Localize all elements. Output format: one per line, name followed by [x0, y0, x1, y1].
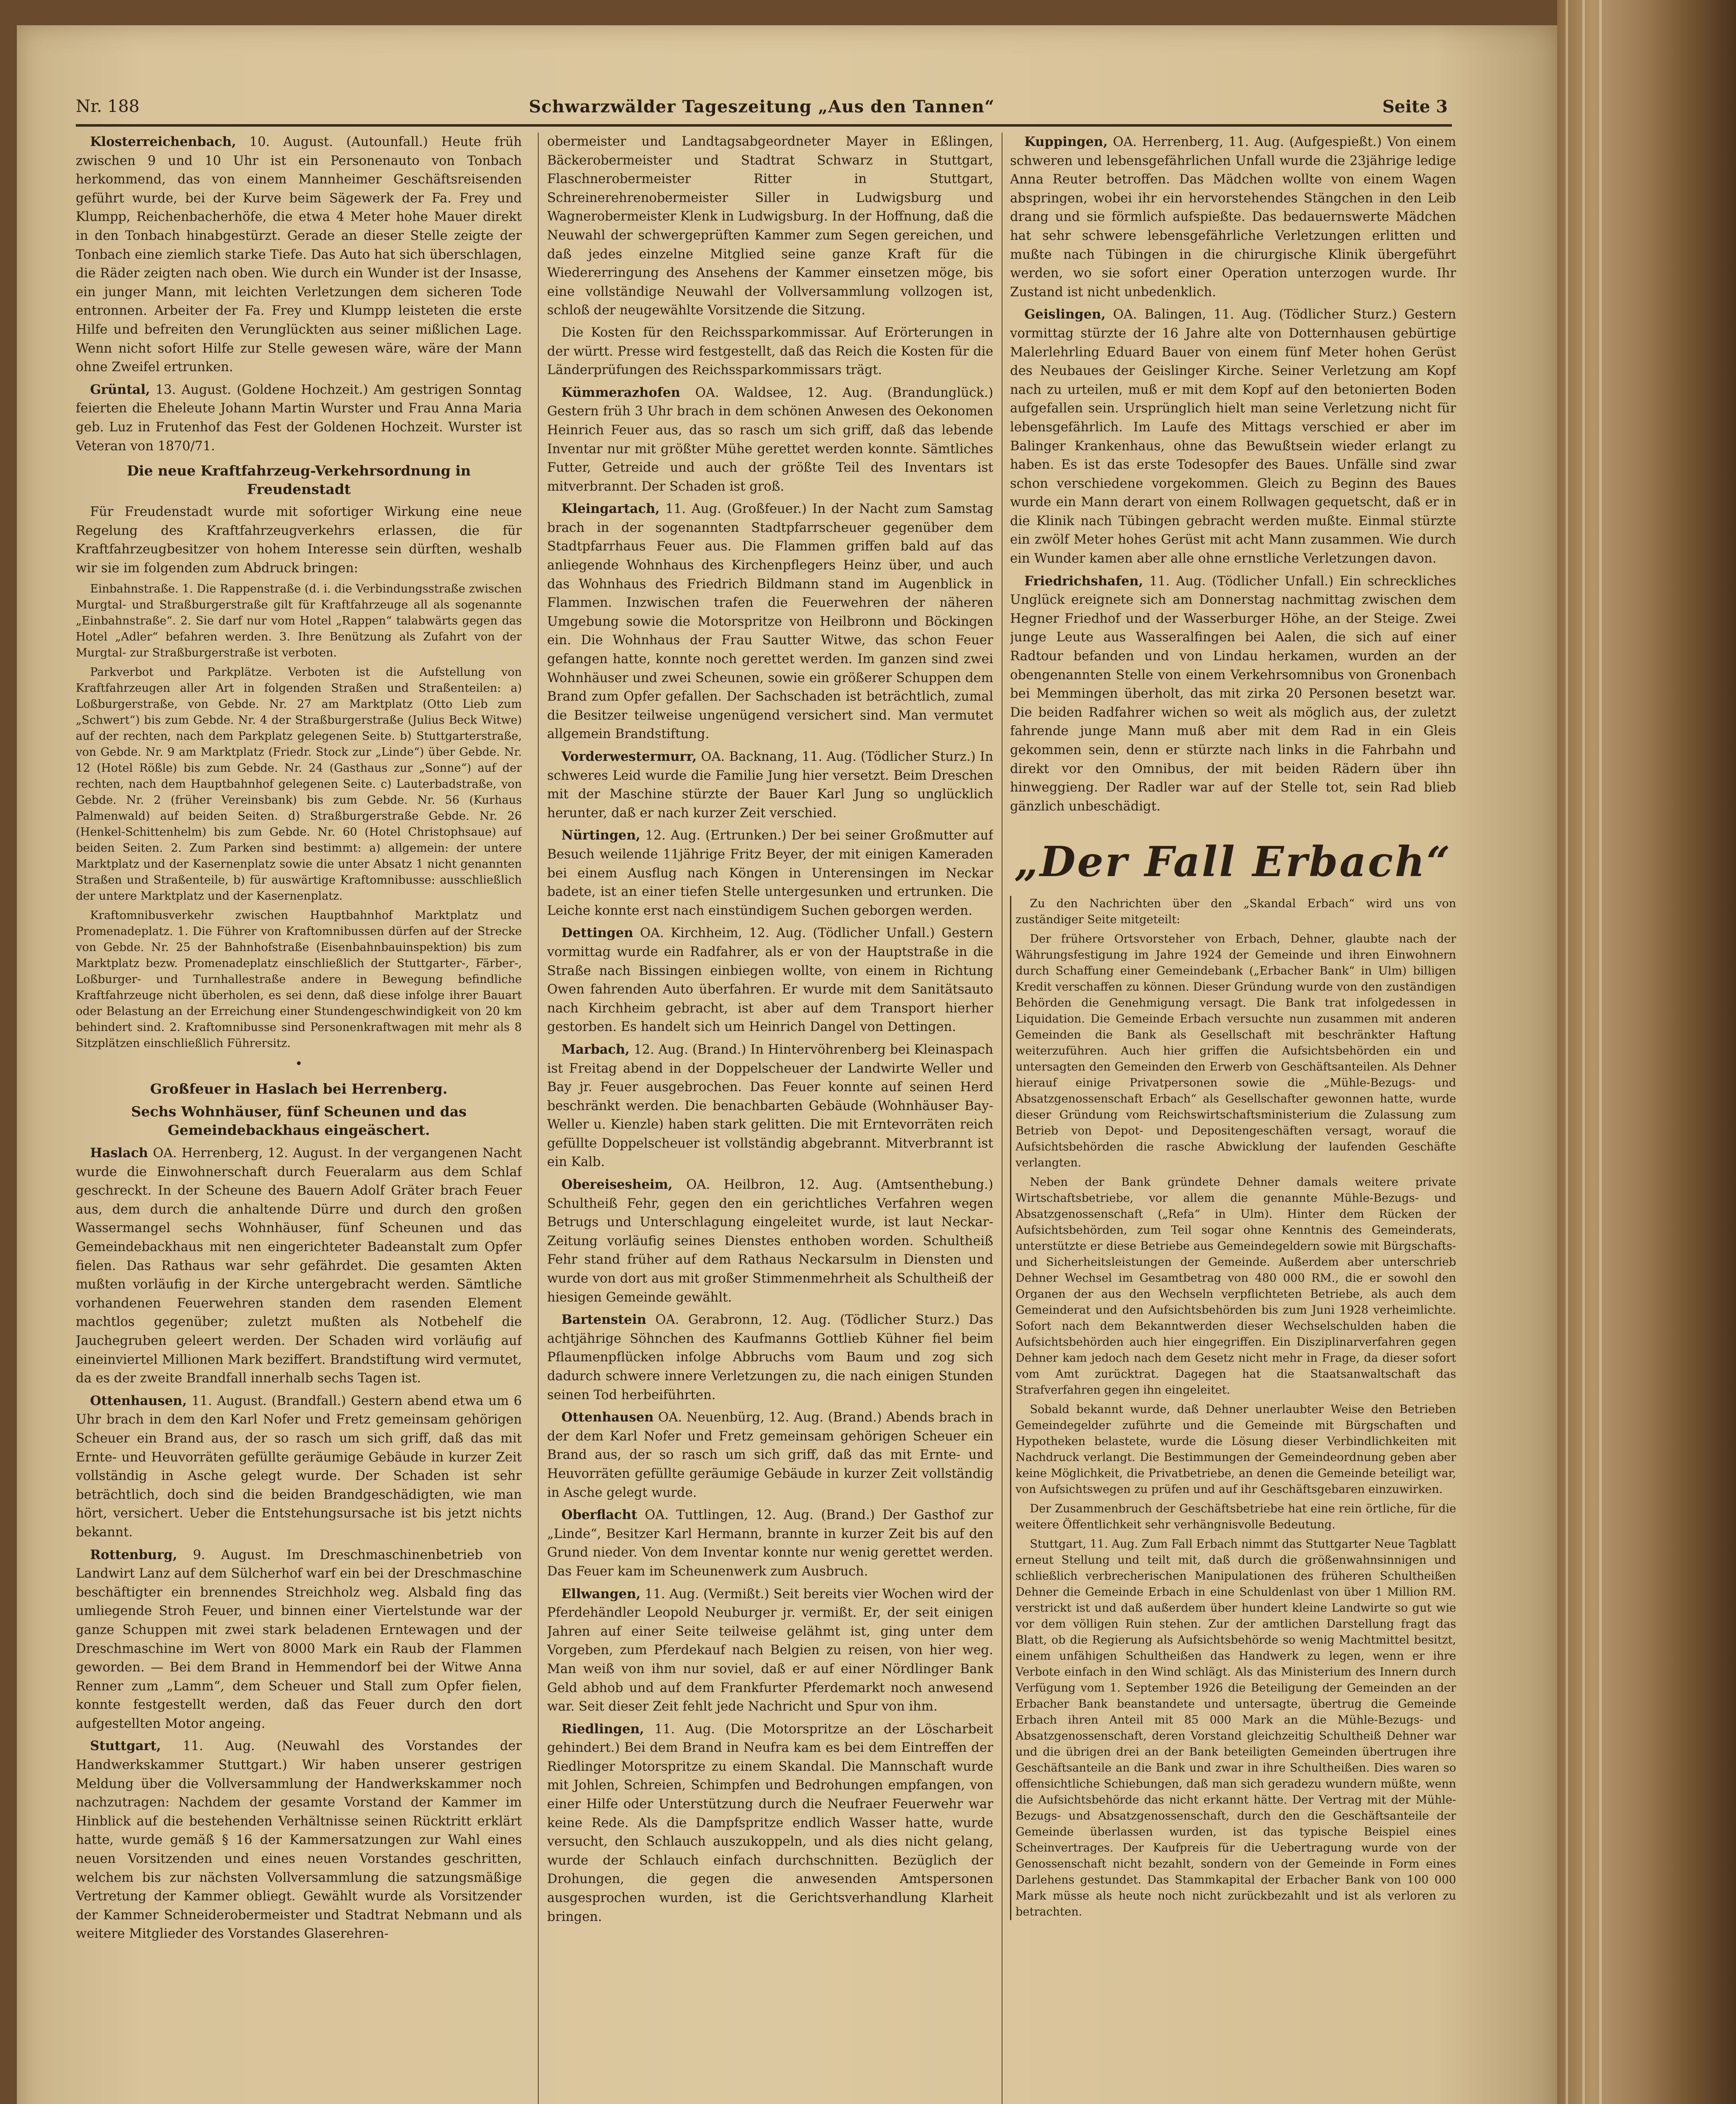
article-text: Neben der Bank gründete Dehner damals weitere private Wirtschaftsbetriebe, vor allem die genannte Mühle-Bezugs- und Absatzgenossenschaft („Refa“ in Ulm). Hinter dem Rücken der Aufsichtsbehörden, zum Teil sogar ohne Kenntnis des Gemeinderats, unterstützte er diese Betriebe aus Gemeindegeldern sowie mit Bürgschafts- und Sicherheitsleistungen der Gemeinde. Außerdem aber unterschrieb Dehner Wechsel im Gesamtbetrag von 480 000 RM., die er sowohl den Organen der aus den Wechseln verpflichteten Betriebe, als auch dem Gemeinderat und den Aufsichtsbehörden bis zum Juni 1928 verheimlichte. Sofort nach dem Bekanntwerden dieser Wechselschulden haben die Aufsichtsbehörden auch hier eingegriffen. Ein Disziplinarverfahren gegen Dehner kam jedoch nach dem Gesetz nicht mehr in Frage, da dieser sofort vom Amt zurücktrat. Dagegen hat die Staatsanwaltschaft das Strafverfahren gegen ihn eingeleitet. [1016, 1176, 1456, 1397]
article-place: Vorderwestermurr, [561, 749, 697, 764]
article [1010, 572, 1456, 816]
article-text: Der frühere Ortsvorsteher von Erbach, Dehner, glaubte nach der Währungsfestigung im Jahre 1924 der Gemeinde und ihren Einwohnern durch Schaffung einer Gemeindebank („Erbacher Bank“ in Ulm) billigen Kredit verschaffen zu können. Dieser Gründung wurde von den zuständigen Behörden die Genehmigung versagt. Die Bank trat infolgedessen in Liquidation. Die Gemeinde Erbach versuchte nun zusammen mit anderen Gemeinden die Bank als Gesellschaft mit beschränkter Haftung weiterzuführen. Auch hier griffen die Aufsichtsbehörden ein und untersagten den Gemeinden den Erwerb von Geschäftsanteilen. Als Dehner hierauf einige Privatpersonen sowie die „Mühle-Bezugs- und Absatzgenossenschaft Erbach“ als Gesellschafter gewonnen hatte, wurde dieser Gründung vom Reichswirtschaftsministerium die Zulassung zum Betrieb von Depot- und Depositengeschäften versagt, worauf die Aufsichtsbehörden die rasche Abwicklung der laufenden Geschäfte verlangten. [1016, 932, 1456, 1170]
article-place: Dettingen [561, 925, 633, 941]
article-place: Stuttgart, [90, 1738, 161, 1754]
article-text: 13. August. (Goldene Hochzeit.) Am gestrigen Sonntag feierten die Eheleute Johann Martin Wurster und Frau Anna Maria geb. Luz in Frutenhof das Fest der Goldenen Hochzeit. Wurster ist Veteran von 1870/71. [76, 382, 522, 454]
article [1010, 305, 1456, 568]
article-place: Kümmerazhofen [561, 385, 681, 400]
article-place: Ellwangen, [561, 1586, 641, 1602]
article [76, 133, 522, 377]
section-heading: Die neue Kraftfahrzeug-Verkehrsordnung in Freudenstadt [127, 462, 471, 498]
article-place: Kuppingen, [1024, 134, 1108, 149]
article-text: 11. Aug. (Die Motorspritze an der Löscharbeit gehindert.) Bei dem Brand in Neufra kam es bei dem Eintreffen der Riedlinger Motorspritze zu einem Skandal. Die Mannschaft wurde mit Johlen, Schreien, Schimpfen und Bedrohungen empfangen, von einer Hilfe oder Unterstützung durch die Neufraer Feuerwehr war keine Rede. Als die Dampfspritze endlich Wasser hatte, wurde versucht, den Schlauch auszukoppeln, und als dies nicht gelang, wurde der Schlauch einfach durchschnitten. Bezüglich der Drohungen, die gegen die anwesenden Amtspersonen ausgesprochen wurden, ist die Gerichtsverhandlung Klarheit bringen. [547, 1721, 993, 1924]
article [76, 1144, 522, 1388]
article [547, 383, 993, 497]
article [1010, 133, 1456, 302]
article [547, 1310, 993, 1405]
article [547, 1720, 993, 1927]
column-divider [538, 133, 539, 2104]
article [547, 1408, 993, 1502]
article [547, 1175, 993, 1307]
article-place: Friedrichshafen, [1024, 573, 1143, 589]
article-text: OA. Herrenberg, 12. August. In der vergangenen Nacht wurde die Einwohnerschaft durch Feueralarm aus dem Schlaf geschreckt. In der Scheune des Bauern Adolf Gräter brach Feuer aus, dem durch die anhaltende Dürre und durch den großen Wassermangel sechs Wohnhäuser, fünf Scheunen und das Gemeindebackhaus mit nen eingerichteter Badeanstalt zum Opfer fielen. Das Rathaus war sehr gefährdet. Die gesamten Akten mußten vorläufig in der Kirche untergebracht werden. Sämtliche vorhandenen Feuerwehren standen dem rasenden Element machtlos gegenüber; zuletzt mußten als Notbehelf die Jauchegruben geleert werden. Der Schaden wird vorläufig auf eineinviertel Millionen Mark beziffert. Brandstiftung wird vermutet, da es der zweite Brandfall innerhalb sechs Tagen ist. [76, 1146, 522, 1386]
article-text: 11. August. (Brandfall.) Gestern abend etwa um 6 Uhr brach in dem den Karl Nofer und Fretz gemeinsam gehörigen Scheuer ein Brand aus, der so rasch um sich griff, daß das mit Ernte- und Heuvorräten gefüllte geräumige Gebäude in kurzer Zeit vollständig in Asche gelegt wurde. Der Schaden ist sehr beträchtlich, doch sind die beiden Brandgeschädigten, wie man hört, versichert. Ueber die Entstehungsursache ist bis jetzt nichts bekannt. [76, 1393, 522, 1540]
article-text: 11. Aug. (Großfeuer.) In der Nacht zum Samstag brach in der sogenannten Stadtpfarrscheuer gegenüber dem Stadtpfarrhaus Feuer aus. Die Flammen griffen bald auf das anliegende Wohnhaus des Kirchenpflegers Heinz über, und auch das Wohnhaus des Friedrich Bildmann stand im Augenblick in Flammen. Inzwischen trafen die Feuerwehren der näheren Umgebung sowie die Motorspritze von Heilbronn und Böckingen ein. Die Wohnhaus der Frau Sautter Witwe, das schon Feuer gefangen hatte, konnte noch gerettet werden. Im ganzen sind zwei Wohnhäuser und zwei Scheunen, sowie ein größerer Schuppen dem Brand zum Opfer gefallen. Der Sachschaden ist beträchtlich, zumal die Besitzer teilweise ungenügend versichert sind. Man vermutet allgemein Brandstiftung. [547, 502, 993, 742]
article-text: 10. August. (Autounfall.) Heute früh zwischen 9 und 10 Uhr ist ein Personenauto von Tonbach herkommend, das von einem Mannheimer Geschäftsreisenden geführt wurde, bei der Kurve beim Sägewerk der Fa. Frey und Klumpp, Reichenbacherhöfe, die etwa 4 Meter hohe Mauer direkt in den Tonbach hinabgestürzt. Gerade an dieser Stelle zeigte der Tonbach eine ziemlich starke Tiefe. Das Auto hat sich überschlagen, die Räder zeigten nach oben. Wie durch ein Wunder ist der Insasse, ein junger Mann, mit leichten Verletzungen dem sicheren Tode entronnen. Arbeiter der Fa. Frey und Klumpp leisteten die erste Hilfe und befreiten den Verunglückten aus seiner mißlichen Lage. Wenn nicht sofort Hilfe zur Stelle gewesen wäre, wäre der Mann ohne Zweifel ertrunken. [76, 135, 522, 375]
article-place: Ottenhausen, [90, 1393, 187, 1408]
newspaper-title: Schwarzwälder Tageszeitung „Aus den Tannen“ [529, 97, 995, 117]
section-subheading: Sechs Wohnhäuser, fünf Scheunen und das Gemeindebackhaus eingeäschert. [131, 1103, 467, 1139]
article [76, 380, 522, 456]
article-text: Stuttgart, 11. Aug. Zum Fall Erbach nimmt das Stuttgarter Neue Tagblatt erneut Stellung und teilt mit, daß durch die größenwahnsinnigen und schließlich verbrecherischen Manipulationen des früheren Schultheißen Dehner die Gemeinde Erbach in eine Schuldenlast von über 1 Million RM. verstrickt ist und daß außerdem über hundert kleine Landwirte so gut wie vor dem völligen Ruin stehen. Zur der amtlichen Darstellung fragt das Blatt, ob die Regierung als Aufsichtsbehörde so wenig Machtmittel besitzt, einem unfähigen Schultheißen das Handwerk zu legen, wenn er ihre Verbote einfach in den Wind schlägt. Als das Ministerium des Innern durch Verfügung vom 1. September 1926 die Beteiligung der Gemeinden an der Erbacher Bank beanstandete und untersagte, übertrug die Gemeinde Erbach ihren Anteil mit 85 000 Mark an die Mühle-Bezugs- und Absatzgenossenschaft, deren Vorstand gleichzeitig Schultheiß Dehner war und die übrigen drei an der Bank beteiligten Gemeinden übertrugen ihre Geschäftsanteile an die Bank und zwar in ihre Schultheißen. Dies waren so offensichtliche Schiebungen, daß man sich geradezu wundern müßte, wenn die Aufsichtsbehörde das nicht erkannt hätte. Der Vertrag mit der Mühle-Bezugs- und Absatzgenossenschaft, durch den die Geschäftsanteile der Gemeinde überlassen wurden, ist das typische Beispiel eines Scheinvertrages. Der Kaufpreis für die Uebertragung wurde von der Genossenschaft nicht bezahlt, sondern von der Gemeinde in Form eines Darlehens gestundet. Das Stammkapital der Erbacher Bank von 100 000 Mark müsse als heute noch nicht zurückbezahlt und ist als verloren zu betrachten. [1016, 1538, 1456, 1919]
book-binding [1557, 0, 1736, 2104]
feature-article [1010, 896, 1456, 1920]
column-2 [547, 133, 993, 2104]
article-text: 9. August. Im Dreschmaschinenbetrieb von Landwirt Lanz auf dem Sülcherhof warf ein bei der Dreschmaschine beschäftigter ein brennendes Streichholz weg. Alsbald fing das umliegende Stroh Feuer, und binnen einer Viertelstunde war der ganze Schuppen mit zwei stark beladenen Erntewagen und der Dreschmaschine im Wert von 8000 Mark ein Raub der Flammen geworden. — Bei dem Brand in Hemmendorf bei der Witwe Anna Renner zum „Lamm“, dem Scheuer und Stall zum Opfer fielen, konnte festgestellt werden, daß das Feuer durch den dort aufgestellten Motor angeing. [76, 1547, 522, 1731]
article [547, 1585, 993, 1716]
page-number: Seite 3 [1382, 97, 1448, 117]
article [547, 499, 993, 744]
article-text: OA. Kirchheim, 12. Aug. (Tödlicher Unfall.) Gestern vormittag wurde ein Radfahrer, als er von der Hauptstraße in die Straße nach Bissingen einbiegen wollte, von einem in Richtung Owen fahrenden Auto überfahren. Er wurde mit dem Sanitätsauto nach Kirchheim gebracht, ist aber auf dem Transport hierher gestorben. Es handelt sich um Heinrich Dangel von Dettingen. [547, 926, 993, 1035]
article-text: 11. Aug. (Neuwahl des Vorstandes der Handwerkskammer Stuttgart.) Wir haben unserer gestrigen Meldung über die Vollversammlung der Handwerkskammer noch nachzutragen: Nachdem der gesamte Vorstand der Kammer im Hinblick auf die bestehenden Verhältnisse seinen Rücktritt erklärt hatte, wurde gemäß § 16 der Kammersatzungen zur Wahl eines neuen Vorsitzenden und eines neuen Vorstandes geschritten, welchem bis zur nächsten Vollversammlung die satzungsmäßige Vertretung der Kammer obliegt. Gewählt wurde als Vorsitzender der Kammer Schneiderobermeister und Stadtrat Nebmann und als weitere Mitglieder des Vorstandes Glaserehren- [76, 1739, 522, 1942]
article-place: Bartenstein [561, 1312, 646, 1328]
article [547, 1506, 993, 1581]
article [547, 924, 993, 1037]
page-edge [1582, 0, 1585, 2104]
issue-number: Nr. 188 [76, 97, 140, 116]
article [76, 1737, 522, 1944]
article-text: OA. Balingen, 11. Aug. (Tödlicher Sturz.) Gestern vormittag stürzte der 16 Jahre alte von Dotternhausen gebürtige Malerlehrling Eduard Bauer von einem fünf Meter hohen Gerüst des Neubaues der Geislinger Kirche. Seiner Verletzung am Kopf nach zu urteilen, muß er mit dem Kopf auf den betonierten Boden aufgefallen sein. Ursprünglich hielt man seine Verletzung nicht für lebensgefährlich. Im Laufe des Mittags verschied er aber im Balinger Krankenhaus, ohne das Bewußtsein wieder erlangt zu haben. Es ist das erste Todesopfer des Baues. Unfälle sind zwar schon verschiedene vorgekommen. Gleich zu Beginn des Baues wurde ein Mann derart von einem Rollwagen gequetscht, daß er in die Klinik nach Tübingen gebracht werden mußte. Einmal stürzte ein zwölf Meter hohes Gerüst mit acht Mann zusammen. Wie durch ein Wunder kamen aber alle ohne ernstliche Verletzungen davon. [1010, 307, 1456, 566]
article-place: Marbach, [561, 1041, 630, 1057]
page-header [76, 88, 1448, 122]
article-place: Nürtingen, [561, 828, 641, 843]
article-place: Ottenhausen [561, 1410, 654, 1425]
article [547, 826, 993, 920]
article-text: Für Freudenstadt wurde mit sofortiger Wirkung eine neue Regelung des Kraftfahrzeugverkehrs erlassen, die für Kraftfahrzeugbesitzer von hohem Interesse sein dürften, weshalb wir sie im folgenden zum Abdruck bringen: [76, 505, 522, 576]
article-text: OA. Tuttlingen, 12. Aug. (Brand.) Der Gasthof zur „Linde“, Besitzer Karl Hermann, brannte in kurzer Zeit bis auf den Grund nieder. Von dem Inventar konnte nur wenig gerettet werden. Das Feuer kam im Scheunenwerk zum Ausbruch. [547, 1508, 993, 1579]
article-text: Zu den Nachrichten über den „Skandal Erbach“ wird uns von zuständiger Seite mitgeteilt: [1016, 897, 1456, 927]
article-text: OA. Herrenberg, 11. Aug. (Aufgespießt.) Von einem schweren und lebensgefährlichen Unfall wurde die 23jährige ledige Anna Reuter betroffen. Das Mädchen wollte von einem Wagen abspringen, wobei ihr ein hervorstehendes Stängchen in den Leib drang und sie förmlich aufspießte. Das bedauernswerte Mädchen hat sehr schwere lebensgefährliche Verletzungen erlitten und mußte nach Tübingen in die chirurgische Klinik übergeführt werden, wo sie sofort einer Operation unterzogen wurde. Ihr Zustand ist nicht unbedenklich. [1010, 135, 1456, 300]
article-text: Die Kosten für den Reichssparkommissar. Auf Erörterungen in der württ. Presse wird festgestellt, daß das Reich die Kosten für die Länderprüfungen des Reichssparkommissars trägt. [547, 325, 993, 378]
column-3 [1010, 133, 1456, 2104]
article-text: OA. Heilbron, 12. Aug. (Amtsenthebung.) Schultheiß Fehr, gegen den ein gerichtliches Verfahren wegen Betrugs und Unterschlagung eingeleitet wurde, ist laut Neckar-Zeitung vorläufig seines Dienstes enthoben worden. Schultheiß Fehr stand früher auf dem Rathaus Neckarsulm in Diensten und wurde von dort aus mit großer Stimmenmehrheit als Schultheiß der hiesigen Gemeinde gewählt. [547, 1177, 993, 1305]
article-text: OA. Gerabronn, 12. Aug. (Tödlicher Sturz.) Das achtjährige Söhnchen des Kaufmanns Gottlieb Kühner fiel beim Pflaumenpflücken infolge Abbruchs vom Baum und zog sich dadurch schwere innere Verletzungen zu, die nach einigen Stunden seinen Tod herbeiführten. [547, 1312, 993, 1403]
column-1 [76, 133, 522, 2104]
article-text: 12. Aug. (Ertrunken.) Der bei seiner Großmutter auf Besuch weilende 11jährige Fritz Beyer, der mit einigen Kameraden bei einem Ausflug nach Köngen in Unterensingen im Neckar badete, ist an einer tiefen Stelle untergesunken und ertrunken. Die Leiche konnte erst nach einstündigem Suchen geborgen werden. [547, 828, 993, 918]
article-place: Grüntal, [90, 382, 150, 397]
article-place: Oberflacht [561, 1507, 638, 1523]
article-place: Obereisesheim, [561, 1177, 673, 1193]
article-place: Geislingen, [1024, 307, 1106, 322]
article-text: OA. Backnang, 11. Aug. (Tödlicher Sturz.) In schweres Leid wurde die Familie Jung hier versetzt. Beim Dreschen mit der Maschine stürzte der Bauer Karl Jung so unglücklich herunter, daß er nach kurzer Zeit verschied. [547, 749, 993, 821]
article-text: 11. Aug. (Vermißt.) Seit bereits vier Wochen wird der Pferdehändler Leopold Neuburger jr. vermißt. Er, der seit einigen Jahren auf einer Seite teilweise gelähmt ist, ging unter dem Vorgeben, zum Pferdekauf nach Belgien zu reisen, von hier weg. Man weiß von ihm nur soviel, daß er auf einer Nördlinger Bank Geld abhob und auf dem Frankfurter Pferdemarkt noch anwesend war. Seit dieser Zeit fehlt jede Nachricht und Spur von ihm. [547, 1586, 993, 1714]
article-text: 12. Aug. (Brand.) In Hintervöhrenberg bei Kleinaspach ist Freitag abend in der Doppelscheuer der Landwirte Weller und Bay jr. Feuer ausgebrochen. Das Feuer konnte auf seinen Herd beschränkt werden. Die benachbarten Gebäude (Wohnhäuser Bay-Weller u. Kienzle) haben stark gelitten. Die mit Erntevorräten reich gefüllte Doppelscheuer ist vollständig abgebrannt. Mitverbrannt ist ein Kalb. [547, 1042, 993, 1170]
article-text: OA. Waldsee, 12. Aug. (Brandunglück.) Gestern früh 3 Uhr brach in dem schönen Anwesen des Oekonomen Heinrich Feuer aus, das so rasch um sich griff, daß das lebende Inventar nur mit größter Mühe gerettet werden konnte. Sämtliches Futter, Getreide und auch der größte Teil des Inventars ist mitverbrannt. Der Schaden ist groß. [547, 385, 993, 494]
regulation-text: Parkverbot und Parkplätze. Verboten ist die Aufstellung von Kraftfahrzeugen aller Art in folgenden Straßen und Straßenteilen: a) Loßburgerstraße, von Gebde. Nr. 27 am Marktplatz (Otto Lieb zum „Schwert“) bis zum Gebde. Nr. 4 der Straßburgerstraße (Julius Beck Witwe) auf der rechten, nach dem Parkplatz gelegenen Seite. b) Stuttgarterstraße, von Gebde. Nr. 9 am Marktplatz (Friedr. Stock zur „Linde“) über Gebde. Nr. 12 (Hotel Rößle) bis zum Gebde. Nr. 24 (Gasthaus zur „Sonne“) auf der rechten, nach dem Hauptbahnhof gelegenen Seite. c) Lauterbadstraße, von Gebde. Nr. 2 (früher Vereinsbank) bis zum Gebde. Nr. 56 (Kurhaus Palmenwald) auf beiden Seiten. d) Straßburgerstraße Gebde. Nr. 26 (Henkel-Schittenhelm) bis zum Gebde. Nr. 60 (Hotel Christophsaue) auf beiden Seiten. 2. Zum Parken sind bestimmt: a) allgemein: der untere Marktplatz und der Kasernenplatz sowie die unter Absatz 1 nicht genannten Straßen und Straßenteile, b) für auswärtige Kraftomnibusse: ausschließlich der untere Marktplatz und der Kasernenplatz. [76, 666, 522, 903]
article [547, 1040, 993, 1172]
regulation-text: Kraftomnibusverkehr zwischen Hauptbahnhof Marktplatz und Promenadeplatz. 1. Die Führer von Kraftomnibussen dürfen auf der Strecke von Gebde. Nr. 25 der Bahnhofstraße (Eisenbahnbauinspektion) bis zum Marktplatz bezw. Promenadeplatz einschließlich der Stuttgarter-, Färber-, Loßburger- und Turnhallestraße andere in Bewegung befindliche Kraftfahrzeuge nicht überholen, es sei denn, daß diese infolge ihrer Bauart oder Belastung an der Erreichung einer Stundengeschwindigkeit von 20 km behindert sind. 2. Kraftomnibusse sind Personenkraftwagen mit mehr als 8 Sitzplätzen einschließlich Führersitz. [76, 909, 522, 1050]
regulation-text: Einbahnstraße. 1. Die Rappenstraße (d. i. die Verbindungsstraße zwischen Murgtal- und Straßburgerstraße gilt für Kraftfahrzeuge all als sogenannte „Einbahnstraße“. 2. Sie darf nur vom Hotel „Rappen“ talabwärts gegen das Hotel „Adler“ befahren werden. 3. Ihre Benützung als Zufahrt von der Murgtal- zur Straßburgerstraße ist verboten. [76, 582, 522, 660]
article-place: Riedlingen, [561, 1721, 644, 1737]
section-heading: Großfeuer in Haslach bei Herrenberg. [150, 1081, 448, 1097]
article [76, 1392, 522, 1542]
article [76, 1546, 522, 1734]
page-edge [1566, 0, 1568, 2104]
page-edge [1599, 0, 1602, 2104]
article-text: 11. Aug. (Tödlicher Unfall.) Ein schreckliches Unglück ereignete sich am Donnerstag nachmittag zwischen dem Hegner Friedhof und der Wasserburger Höhe, an der Steige. Zwei junge Leute aus Wasseralfingen bei Aalen, die sich auf einer Radtour befanden und von Lindau herkamen, wurden an der obengenannten Stelle von einem Verkehrsomnibus von Gronenbach bei Memmingen überholt, das mit zirka 20 Personen besetzt war. Die beiden Radfahrer wichen so weit als möglich aus, der zuletzt fahrende junge Mann muß aber mit dem Rad in ein Gleis gekommen sein, denn er stürzte nach links in die Fahrbahn und direkt vor den Omnibus, der mit beiden Rädern über ihn hinweggieng. Der Radler war auf der Stelle tot, sein Rad blieb gänzlich unbeschädigt. [1010, 574, 1456, 814]
article-place: Kleingartach, [561, 501, 660, 517]
article-place: Rottenburg, [90, 1547, 177, 1562]
article-place: Klosterreichenbach, [90, 134, 237, 149]
article-text: Der Zusammenbruch der Geschäftsbetriebe hat eine rein örtliche, für die weitere Öffentlichkeit sehr verhängnisvolle Bedeutung. [1016, 1502, 1456, 1532]
article-text: obermeister und Landtagsabgeordneter Mayer in Eßlingen, Bäckerobermeister und Stadtrat Schwarz in Stuttgart, Flaschnerobermeister Ritter in Stuttgart, Schreinerehrenobermeister Siller in Ludwigsburg und Wagnerobermeister Klenk in Ludwigsburg. In der Hoffnung, daß die Neuwahl der schwergeprüften Kammer zum Segen gereichen, und daß jedes einzelne Mitglied seine ganze Kraft für die Wiedererringung des Ansehens der Kammer einsetzen möge, bis eine vollständige Neuwahl der Vollversammlung vollzogen ist, schloß der neugewählte Vorsitzende die Sitzung. [547, 134, 993, 318]
article [547, 747, 993, 823]
article-text: OA. Neuenbürg, 12. Aug. (Brand.) Abends brach in der dem Karl Nofer und Fretz gemeinsam gehörigen Scheuer ein Brand aus, der so rasch um sich griff, daß das mit Ernte- und Heuvorräten gefüllte geräumige Gebäude in kurzer Zeit vollständig in Asche gelegt wurde. [547, 1410, 993, 1500]
article-text: Sobald bekannt wurde, daß Dehner unerlaubter Weise den Betrieben Gemeindegelder zuführte und die Gemeinde mit Bürgschaften und Hypotheken belastete, wurde die Lösung dieser Verbindlichkeiten mit Nachdruck verlangt. Die Bestimmungen der Gemeindeordnung geben aber keine Möglichkeit, die Privatbetriebe, an denen die Gemeinde beteiligt war, von Aufsichtswegen zu prüfen und auf ihr Geschäftsgebaren einzuwirken. [1016, 1403, 1456, 1496]
article-place: Haslach [90, 1145, 148, 1161]
separator-star: • [295, 1057, 303, 1072]
feature-headline: „Der Fall Erbach“ [1014, 838, 1452, 887]
header-rule [76, 124, 1452, 127]
